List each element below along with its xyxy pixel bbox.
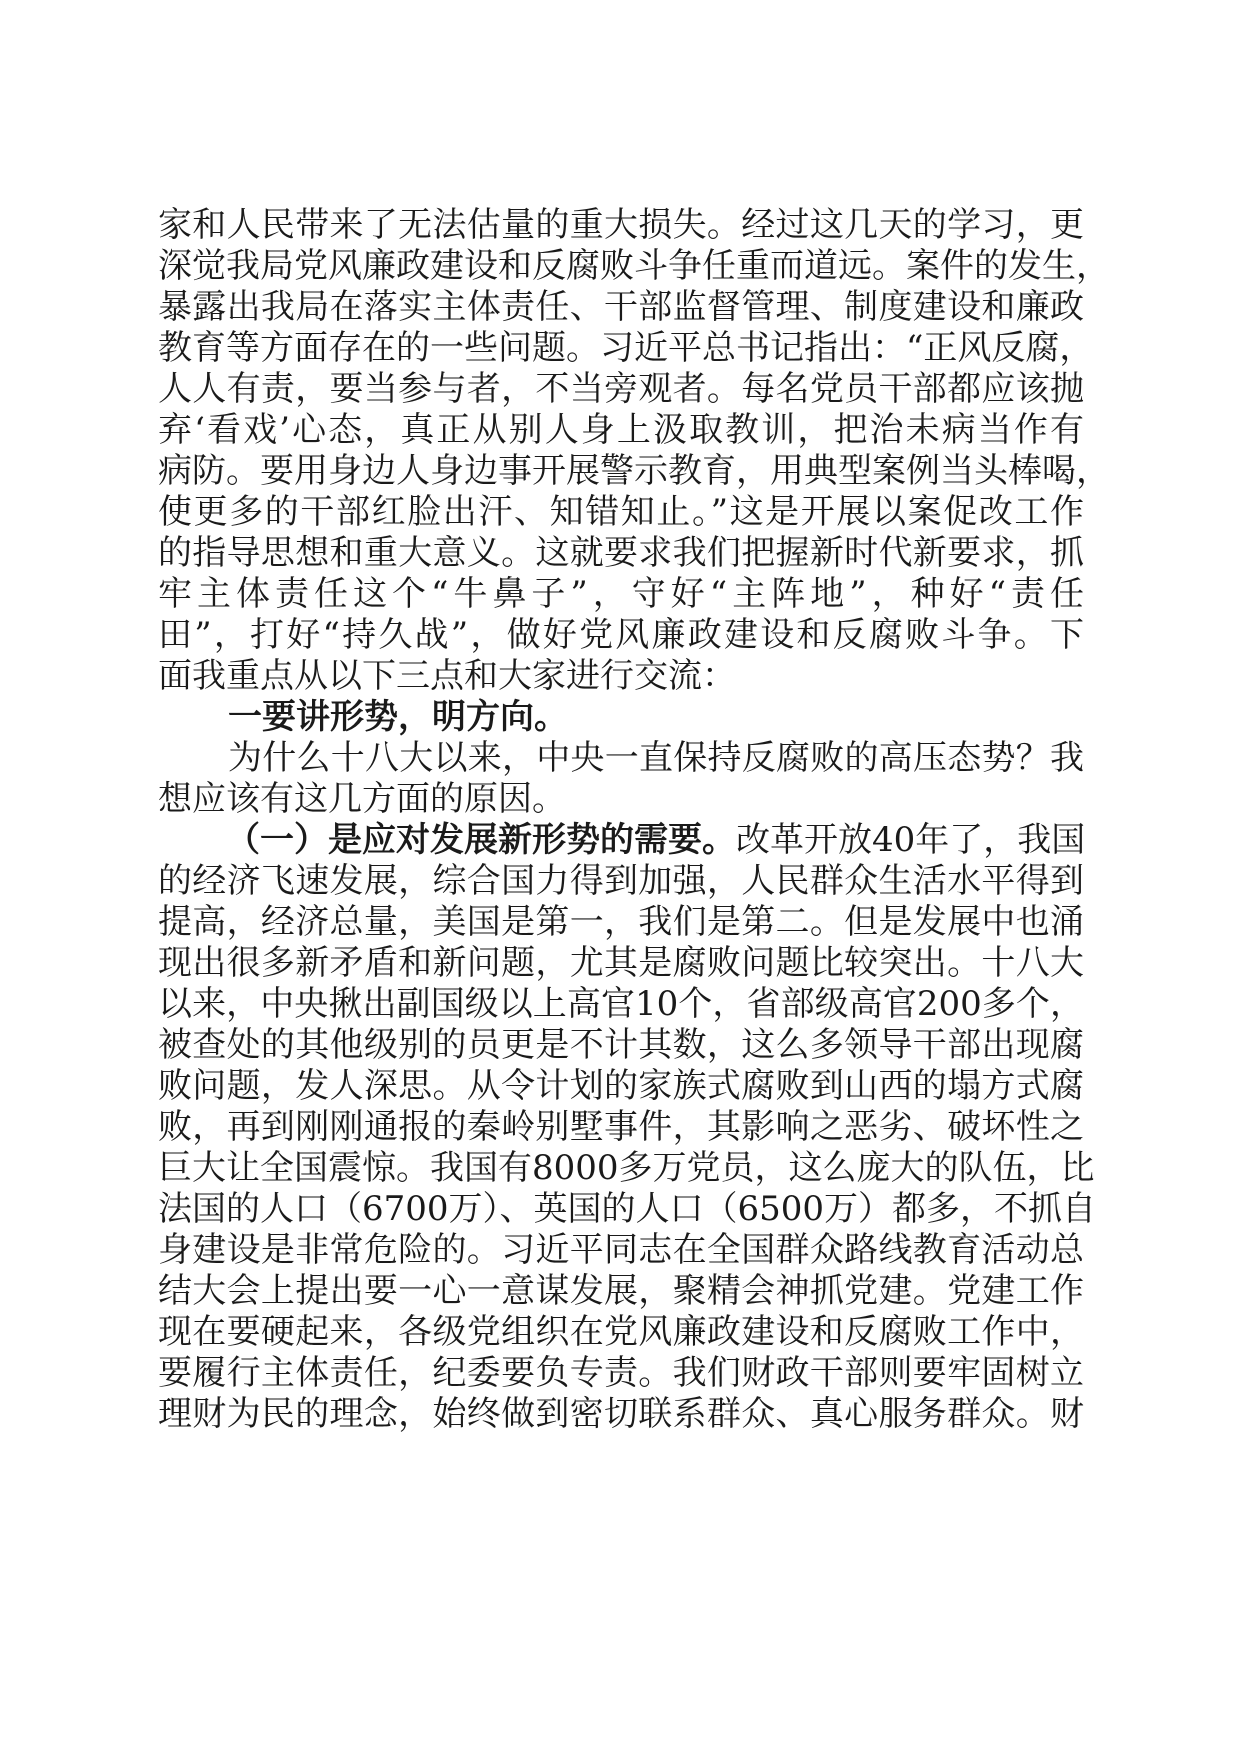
- body-line: 牢主体责任这个“牛鼻子”，守好“主阵地”，种好“责任: [158, 574, 1084, 614]
- body-line: 败，再到刚刚通报的秦岭别墅事件，其影响之恶劣、破坏性之: [158, 1107, 1084, 1147]
- subsection-lead-line: [158, 820, 1084, 861]
- body-line: 提高，经济总量，美国是第一，我们是第二。但是发展中也涌: [158, 902, 1084, 942]
- body-line: 面我重点从以下三点和大家进行交流：: [158, 656, 736, 696]
- body-line: 现出很多新矛盾和新问题，尤其是腐败问题比较突出。十八大: [158, 943, 1084, 983]
- body-line: 败问题，发人深思。从令计划的家族式腐败到山西的塌方式腐: [158, 1066, 1084, 1106]
- body-line: 身建设是非常危险的。习近平同志在全国群众路线教育活动总: [158, 1230, 1084, 1270]
- body-line: 现在要硬起来，各级党组织在党风廉政建设和反腐败工作中，: [158, 1312, 1084, 1352]
- body-line: 人人有责，要当参与者，不当旁观者。每名党员干部都应该抛: [158, 369, 1084, 409]
- body-line: 的经济飞速发展，综合国力得到加强，人民群众生活水平得到: [158, 861, 1084, 901]
- body-line: 使更多的干部红脸出汗、知错知止。”这是开展以案促改工作: [158, 492, 1084, 532]
- body-line: 为什么十八大以来，中央一直保持反腐败的高压态势？我: [228, 738, 1084, 778]
- body-line: 病防。要用身边人身边事开展警示教育，用典型案例当头棒喝，: [158, 451, 1110, 491]
- body-line: 的指导思想和重大意义。这就要求我们把握新时代新要求，抓: [158, 533, 1084, 573]
- body-line: 想应该有这几方面的原因。: [158, 779, 566, 819]
- body-line: 要履行主体责任，纪委要负专责。我们财政干部则要牢固树立: [158, 1353, 1084, 1393]
- body-line: 被查处的其他级别的员更是不计其数，这么多领导干部出现腐: [158, 1025, 1084, 1065]
- body-line: 法国的人口（6700万）、英国的人口（6500万）都多，不抓自: [158, 1189, 1097, 1229]
- body-line: 结大会上提出要一心一意谋发展，聚精会神抓党建。党建工作: [158, 1271, 1084, 1311]
- section-heading: 一要讲形势，明方向。: [228, 697, 568, 737]
- body-line: 暴露出我局在落实主体责任、干部监督管理、制度建设和廉政: [158, 287, 1084, 327]
- subsection-lead-text: 改革开放40年了，我国: [736, 820, 1086, 860]
- body-line: 田”，打好“持久战”，做好党风廉政建设和反腐败斗争。下: [158, 615, 1084, 655]
- subsection-heading: （一）是应对发展新形势的需要。: [226, 820, 736, 860]
- body-line: 巨大让全国震惊。我国有8000多万党员，这么庞大的队伍，比: [158, 1148, 1095, 1188]
- body-line: 教育等方面存在的一些问题。习近平总书记指出：“正风反腐，: [158, 328, 1094, 368]
- body-line: 弃‘看戏’心态，真正从别人身上汲取教训，把治未病当作有: [158, 410, 1084, 450]
- document-body: [158, 205, 1110, 1435]
- body-line: 以来，中央揪出副国级以上高官10个，省部级高官200多个，: [158, 984, 1084, 1024]
- body-line: 家和人民带来了无法估量的重大损失。经过这几天的学习，更: [158, 205, 1084, 245]
- body-line: 深觉我局党风廉政建设和反腐败斗争任重而道远。案件的发生，: [158, 246, 1110, 286]
- body-line: 理财为民的理念，始终做到密切联系群众、真心服务群众。财: [158, 1394, 1084, 1434]
